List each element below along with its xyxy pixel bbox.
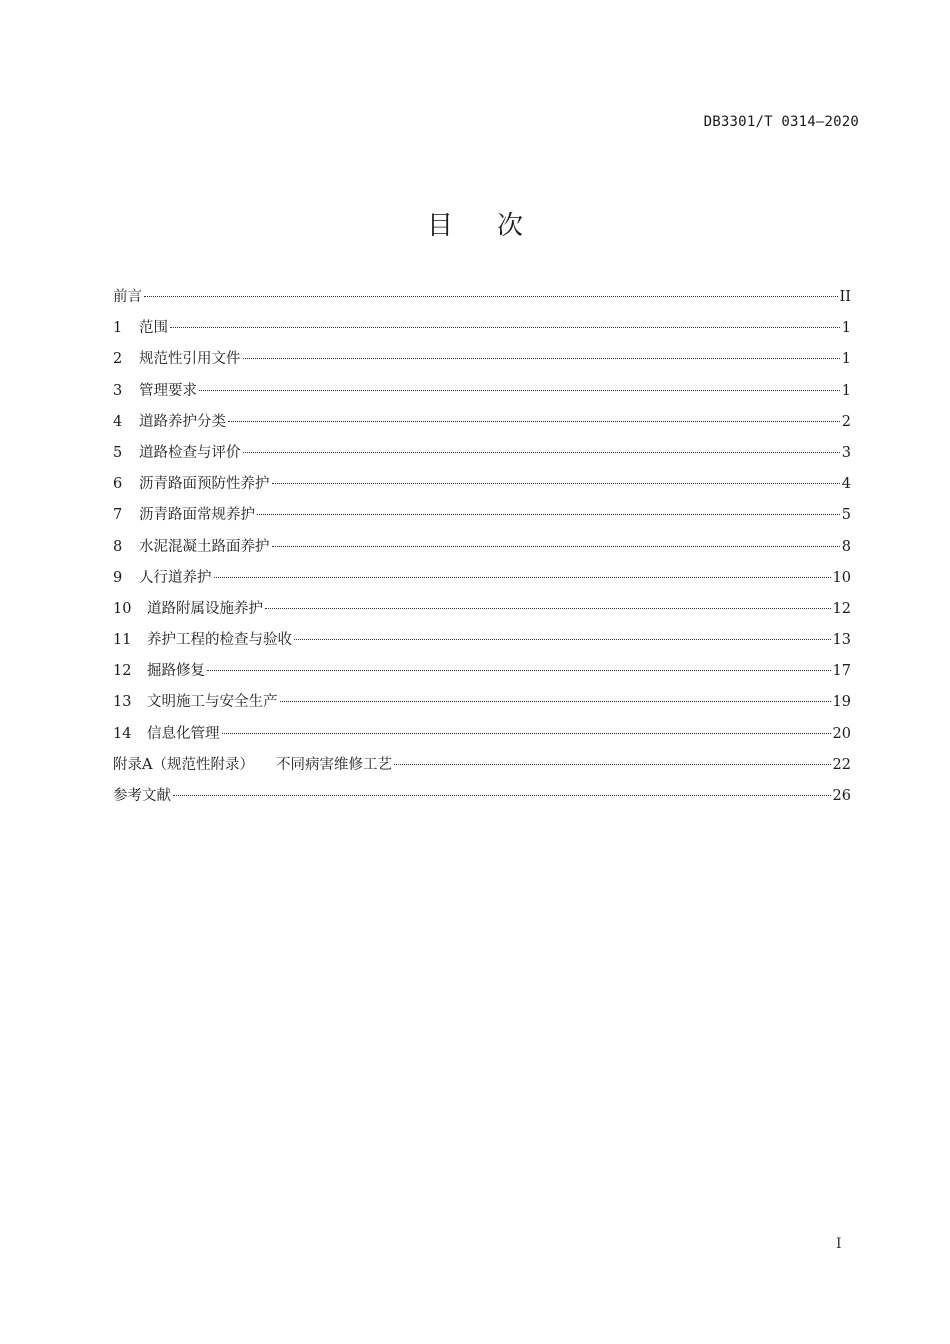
document-number: DB3301/T 0314—2020 (703, 114, 859, 130)
toc-entry-page: 20 (832, 725, 851, 742)
toc-entry[interactable] (113, 348, 851, 379)
toc-entry-number: 14 (113, 725, 132, 742)
toc-entry-title: 水泥混凝土路面养护 (139, 538, 270, 555)
toc-entry-title: 道路养护分类 (139, 413, 226, 430)
toc-entry[interactable] (113, 411, 851, 442)
toc-entry-page: 1 (841, 382, 851, 399)
dot-leader (243, 358, 840, 359)
toc-entry-page: 26 (832, 788, 851, 804)
toc-entry-page: 22 (832, 756, 851, 773)
toc-entry-references[interactable] (113, 785, 851, 816)
toc-entry-title: 沥青路面常规养护 (139, 507, 255, 524)
toc-entry-number: 12 (113, 663, 132, 680)
toc-entry-page: 4 (841, 476, 851, 493)
toc-entry-number: 4 (113, 413, 123, 430)
toc-entry-title: 规范性引用文件 (139, 351, 241, 368)
toc-entry-title: 信息化管理 (147, 725, 220, 742)
toc-entry-number: 2 (113, 351, 123, 368)
page-title: 目次 (426, 211, 567, 241)
toc-entry[interactable] (113, 723, 851, 754)
dot-leader (228, 421, 840, 422)
toc-entry-number: 11 (113, 632, 132, 649)
dot-leader (294, 639, 831, 640)
dot-leader (265, 608, 831, 609)
toc-entry-title: 人行道养护 (139, 569, 212, 586)
dot-leader (199, 390, 840, 391)
toc-entry-number: 8 (113, 538, 123, 555)
toc-entry-title: 前言 (113, 289, 142, 305)
toc-entry-number: 1 (113, 320, 123, 337)
toc-entry-page: 12 (832, 600, 851, 617)
toc-entry-title: 文明施工与安全生产 (147, 694, 278, 711)
dot-leader (243, 452, 840, 453)
toc-entry[interactable] (113, 660, 851, 691)
toc-entry-page: 1 (841, 351, 851, 368)
toc-entry-title: 道路附属设施养护 (147, 600, 263, 617)
toc-entry-title: 管理要求 (139, 382, 197, 399)
dot-leader (394, 764, 831, 765)
toc-entry-page: 19 (832, 694, 851, 711)
toc-entry-subtitle: 不同病害维修工艺 (275, 756, 392, 773)
page-number: I (836, 1236, 842, 1252)
toc-entry-number: 9 (113, 569, 123, 586)
toc-entry[interactable] (113, 536, 851, 567)
toc-entry-page: 2 (841, 413, 851, 430)
toc-entry-number: 13 (113, 694, 132, 711)
toc-entry[interactable] (113, 442, 851, 473)
dot-leader (222, 733, 831, 734)
dot-leader (257, 514, 840, 515)
toc-entry-page: 13 (832, 632, 851, 649)
toc-entry-number: 7 (113, 507, 123, 524)
toc-entry-title: 养护工程的检查与验收 (147, 632, 292, 649)
toc-entry[interactable] (113, 691, 851, 722)
dot-leader (214, 577, 831, 578)
toc-entry[interactable] (113, 473, 851, 504)
toc-entry-number: 10 (113, 600, 132, 617)
toc-entry-title: 道路检查与评价 (139, 444, 241, 461)
dot-leader (272, 546, 840, 547)
dot-leader (170, 327, 840, 328)
toc-entry-title: 掘路修复 (147, 663, 205, 680)
toc-entry-appendix-a[interactable] (113, 754, 851, 785)
dot-leader (144, 296, 838, 297)
toc-entry-number: 6 (113, 476, 123, 493)
toc-entry-page: II (839, 289, 851, 305)
toc-entry-number: 5 (113, 444, 123, 461)
toc-entry[interactable] (113, 629, 851, 660)
toc-entry-title: 附录A（规范性附录） (113, 756, 254, 773)
toc-entry[interactable] (113, 317, 851, 348)
toc-entry-page: 10 (832, 569, 851, 586)
toc-entry-page: 3 (841, 444, 851, 461)
toc-entry[interactable] (113, 567, 851, 598)
toc-entry-title: 参考文献 (113, 788, 171, 804)
toc-entry[interactable] (113, 504, 851, 535)
dot-leader (173, 795, 831, 796)
toc-entry-page: 8 (841, 538, 851, 555)
toc-entry-foreword[interactable] (113, 286, 851, 317)
dot-leader (280, 701, 831, 702)
dot-leader (272, 483, 840, 484)
toc-entry-page: 5 (841, 507, 851, 524)
toc-entry[interactable] (113, 598, 851, 629)
toc-entry-page: 1 (841, 320, 851, 337)
toc-entry-title: 范围 (139, 320, 168, 337)
toc-entry[interactable] (113, 380, 851, 411)
toc-entry-title: 沥青路面预防性养护 (139, 476, 270, 493)
dot-leader (207, 670, 831, 671)
toc-entry-page: 17 (832, 663, 851, 680)
table-of-contents (113, 286, 851, 816)
toc-entry-number: 3 (113, 382, 123, 399)
